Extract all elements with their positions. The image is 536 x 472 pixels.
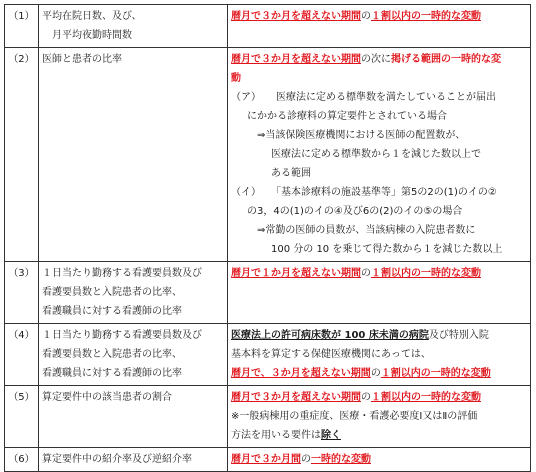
- variation-text: １割以内の一時的な変動: [380, 368, 491, 379]
- item-cell: [39, 324, 228, 386]
- connector-text: 及び特別入院: [428, 330, 489, 341]
- row-number: （5）: [5, 386, 39, 448]
- case-a-text: にかかる診療料の算定要件とされている場合: [247, 111, 447, 122]
- note-text: ※一般病棟用の重症度、医療・看護必要度Ⅰ又はⅡの評価: [231, 411, 478, 422]
- requirements-table: [4, 4, 531, 472]
- item-text: 看護職員に対する看護師の比率: [42, 368, 182, 379]
- exclude-text: 除く: [321, 430, 341, 441]
- item-cell: [39, 48, 228, 262]
- case-b-text: の3，4の(1)のイの④及び6の(2)のイの⑤の場合: [247, 206, 463, 217]
- document-page: [4, 4, 530, 472]
- item-cell: [39, 5, 228, 48]
- table-row: [5, 5, 531, 48]
- connector-text: の: [361, 11, 371, 22]
- table-row: [5, 386, 531, 448]
- item-text: 算定要件中の紹介率及び逆紹介率: [42, 454, 192, 465]
- item-text: 月平均夜勤時間数: [52, 30, 132, 41]
- item-cell: [39, 262, 228, 324]
- connector-text: の: [361, 268, 371, 279]
- condition-cell: [228, 448, 531, 472]
- period-text: 暦月で１か月を超えない期間: [231, 268, 361, 279]
- condition-cell: [228, 262, 531, 324]
- case-a-result: ⇒当該保険医療機関における医師の配置数が、: [257, 130, 466, 141]
- row-number: （2）: [5, 48, 39, 262]
- item-text: １日当たり勤務する看護要員数及び: [42, 330, 202, 341]
- variation-text: １割以内の一時的な変動: [371, 268, 481, 279]
- case-b-result: 100 分の 10 を乗じて得た数から１を減じた数以上: [271, 244, 503, 255]
- item-text: 看護要員数と入院患者の比率、: [42, 349, 182, 360]
- table-row: [5, 448, 531, 472]
- case-a-result: 医療法に定める標準数から１を減じた数以上で: [271, 149, 481, 160]
- period-text: 暦月で３か月を超えない期間: [231, 54, 361, 65]
- variation-text: 掲げる範囲の一時的な変: [391, 54, 501, 65]
- row-number: （4）: [5, 324, 39, 386]
- connector-text: の: [370, 368, 381, 379]
- item-text: １日当たり勤務する看護要員数及び: [42, 268, 202, 279]
- item-text: 看護要員数と入院患者の比率、: [42, 287, 182, 298]
- case-b-text: （イ） 「基本診療料の施設基準等」第5の2の(1)のイの②: [231, 187, 497, 198]
- variation-text-cont: 動: [231, 73, 241, 84]
- table-row: [5, 324, 531, 386]
- case-b-result: ⇒常勤の医師の員数が、当該病棟の入院患者数に: [257, 225, 476, 236]
- connector-text: の次に: [361, 54, 391, 65]
- case-a-result: ある範囲: [271, 168, 311, 179]
- row-number: （3）: [5, 262, 39, 324]
- variation-text: 一時的な変動: [311, 454, 371, 465]
- condition-cell: [228, 5, 531, 48]
- variation-text: １割以内の一時的な変動: [371, 392, 481, 403]
- period-text: 暦月で３か月を超えない期間: [231, 11, 361, 22]
- note-text: 方法を用いる要件は: [231, 430, 321, 441]
- variation-text: １割以内の一時的な変動: [371, 11, 481, 22]
- table-row: [5, 262, 531, 324]
- period-text: 暦月で３か月間: [231, 454, 301, 465]
- table-row: [5, 48, 531, 262]
- connector-text: の: [361, 392, 371, 403]
- period-text: 暦月で３か月を超えない期間: [231, 392, 361, 403]
- condition-cell: [228, 324, 531, 386]
- row-number: （6）: [5, 448, 39, 472]
- connector-text: の: [301, 454, 311, 465]
- hospital-condition-text: 医療法上の許可病床数が 100 床未満の病院: [231, 330, 429, 341]
- period-text: 暦月で、３か月を超えない期間: [231, 368, 371, 379]
- condition-cell: [228, 386, 531, 448]
- item-text: 看護職員に対する看護師の比率: [42, 306, 182, 317]
- condition-cell: [228, 48, 531, 262]
- row-number: （1）: [5, 5, 39, 48]
- condition-text: 基本料を算定する保健医療機関にあっては、: [231, 349, 431, 360]
- item-text: 平均在院日数、及び、: [42, 11, 142, 22]
- item-text: 算定要件中の該当患者の割合: [42, 392, 172, 403]
- item-text: 医師と患者の比率: [42, 54, 122, 65]
- case-a-text: （ア） 医療法に定める標準数を満たしていることが届出: [231, 92, 496, 103]
- item-cell: [39, 386, 228, 448]
- item-cell: [39, 448, 228, 472]
